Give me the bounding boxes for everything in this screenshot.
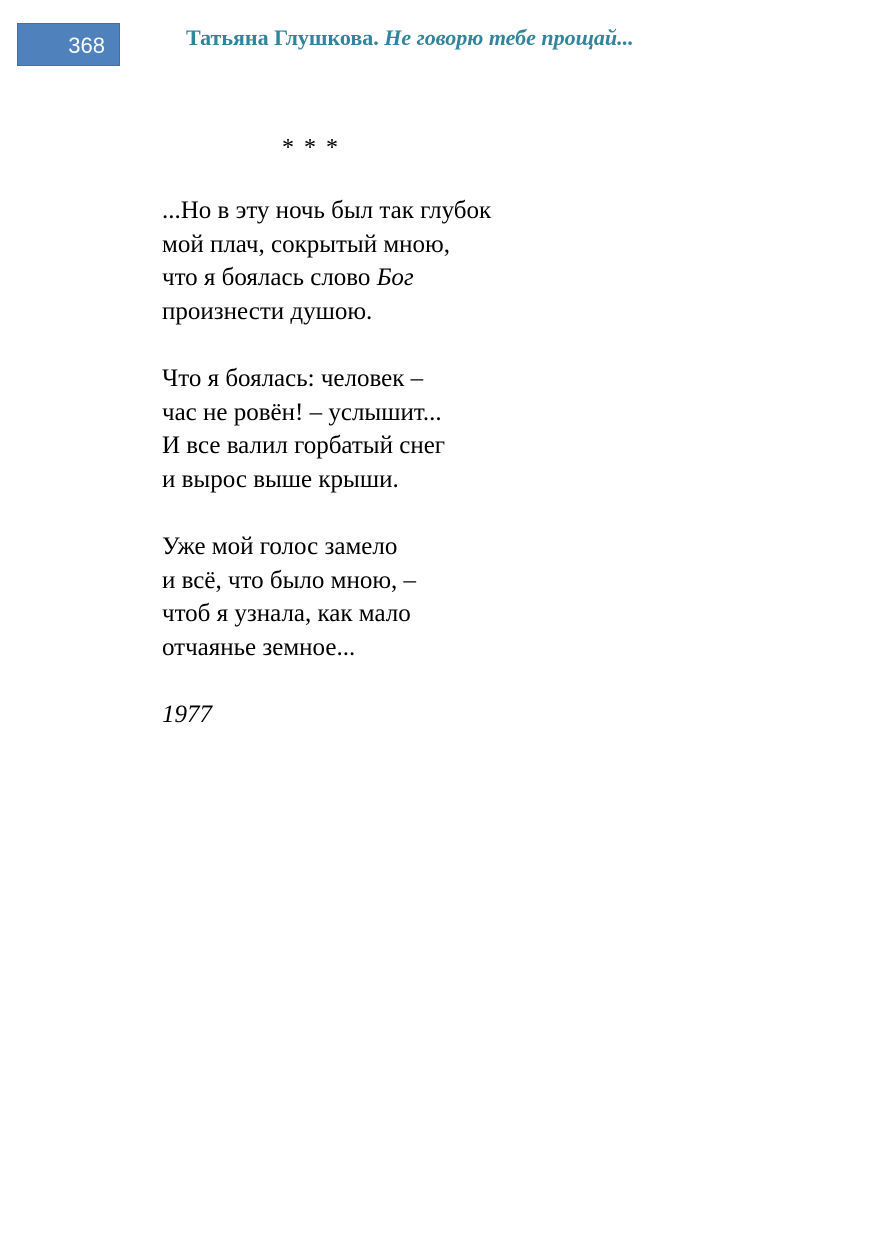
author-name: Татьяна Глушкова. [186, 25, 379, 50]
poem-line: час не ровён! – услышит... [162, 398, 442, 426]
poem-line-text: что я боялась слово [162, 264, 377, 292]
poem-line-with-emphasis [162, 261, 491, 295]
poem-separator: * * * [282, 135, 340, 161]
stanza-3 [162, 530, 491, 664]
poem-line: Что я боялась: человек – [162, 364, 424, 392]
page-number: 368 [68, 33, 105, 58]
poem-line: И все валил горбатый снег [162, 432, 446, 460]
poem-line: чтоб я узнала, как мало [162, 600, 411, 628]
poem-line: произнести душою. [162, 297, 373, 325]
poem-line: и всё, что было мною, – [162, 566, 417, 594]
poem-line: отчаянье земное... [162, 633, 356, 661]
page-number-box [17, 23, 120, 66]
stanza-1 [162, 194, 491, 328]
stanza-2 [162, 362, 491, 496]
poem-year: 1977 [162, 700, 212, 728]
poem-line: мой плач, сокрытый мною, [162, 230, 450, 258]
poem-line: Уже мой голос замело [162, 532, 398, 560]
running-header [186, 24, 634, 52]
poem-line: и вырос выше крыши. [162, 465, 399, 493]
book-title: Не говорю тебе прощай... [384, 25, 634, 50]
poem-line: ...Но в эту ночь был так глубок [162, 197, 492, 224]
poem-body [162, 194, 491, 732]
emphasized-word: Бог [376, 264, 414, 292]
